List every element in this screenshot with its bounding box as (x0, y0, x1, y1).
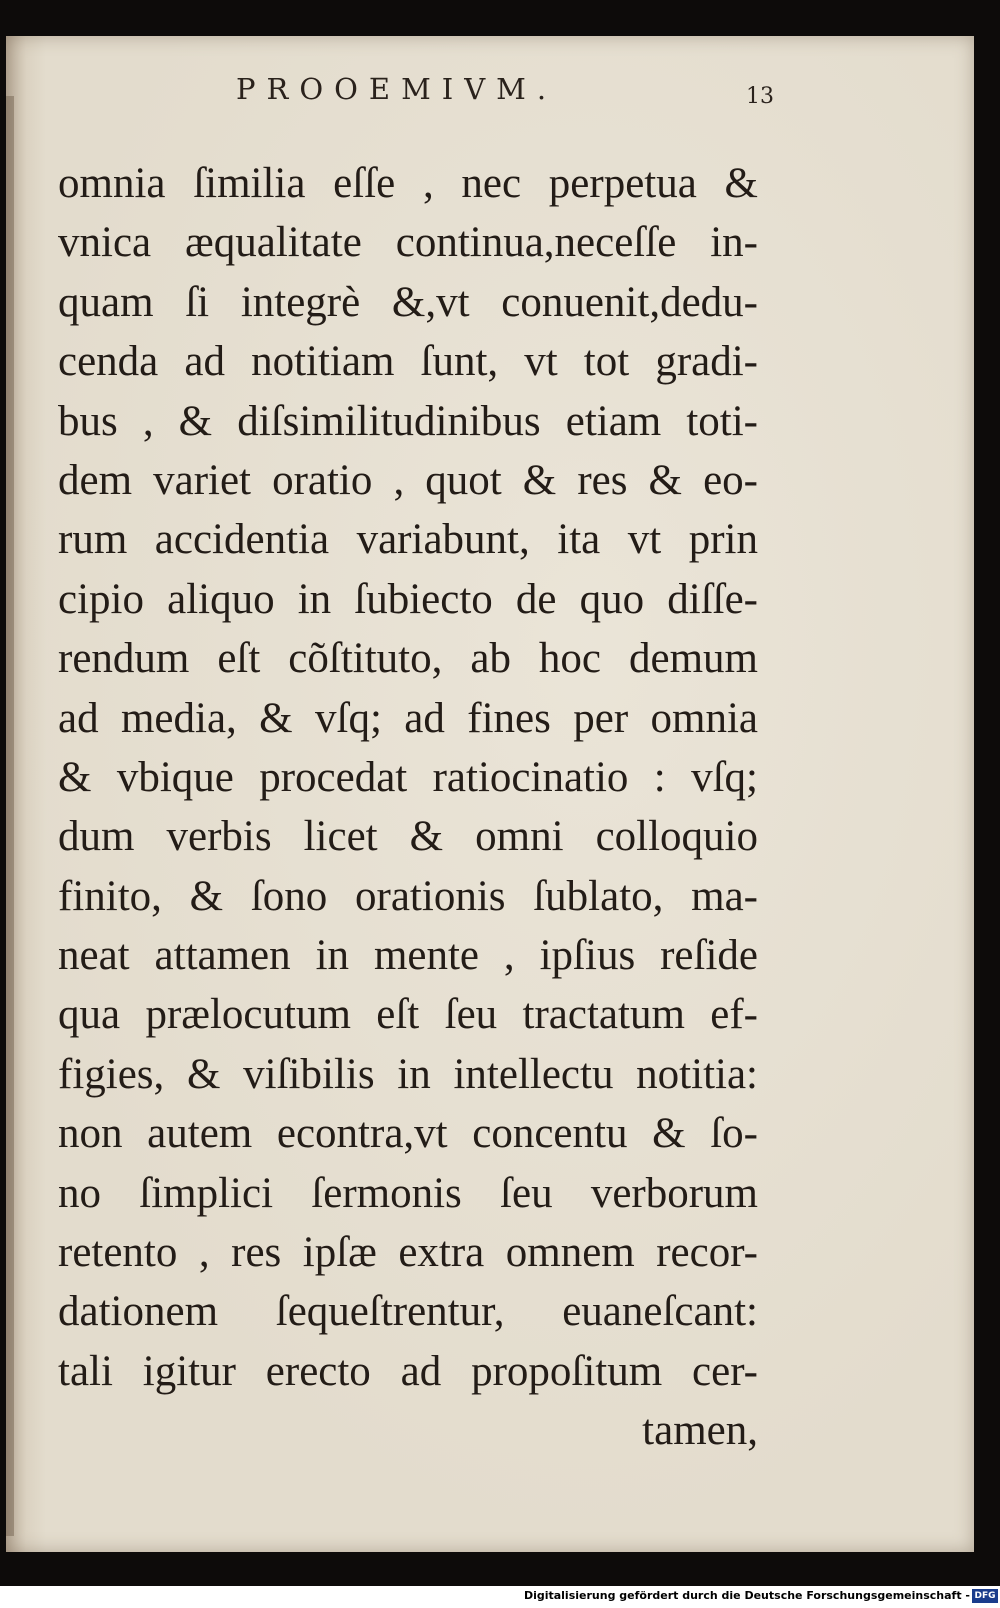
text-line: no ſimplici ſermonis ſeu verborum (58, 1169, 758, 1217)
text-line: omnia ſimilia eſſe , nec perpetua & (58, 160, 758, 207)
dfg-logo-icon: DFG (972, 1589, 998, 1603)
text-line: quam ſi integrè &,vt conuenit,dedu- (58, 278, 758, 326)
book-page (6, 36, 974, 1552)
text-line: & vbique procedat ratiocinatio : vſq; (58, 753, 758, 801)
body-text (58, 154, 758, 1461)
running-head: PROOEMIVM. (236, 72, 558, 106)
text-line: cipio aliquo in ſubiecto de quo diſſe- (58, 575, 758, 623)
text-line: bus , & diſsimilitudinibus etiam toti- (58, 397, 758, 445)
text-line: figies, & viſibilis in intellectu notitia: (58, 1050, 758, 1098)
catchword-line: tamen, (642, 1407, 758, 1455)
text-line: vnica æqualitate continua,neceſſe in- (58, 219, 758, 267)
funding-credit: Digitalisierung gefördert durch die Deutsche Forschungsgemeinschaft - (523, 1589, 970, 1602)
text-line: retento , res ipſæ extra omnem recor- (58, 1229, 758, 1277)
digitization-footer (0, 1586, 1000, 1608)
text-line: dationem ſequeſtrentur, euaneſcant: (58, 1288, 758, 1336)
text-line: dem variet oratio , quot & res & eo- (58, 456, 758, 504)
text-line: non autem econtra,vt concentu & ſo- (58, 1110, 758, 1158)
text-line: rum accidentia variabunt, ita vt prin (58, 516, 758, 564)
text-line: cenda ad notitiam ſunt, vt tot gradi- (58, 338, 758, 386)
text-line: finito, & ſono orationis ſublato, ma- (58, 872, 758, 920)
text-line: qua prælocutum eſt ſeu tractatum ef- (58, 991, 758, 1039)
page-number: 13 (746, 84, 774, 109)
text-line: tali igitur erecto ad propoſitum cer- (58, 1347, 758, 1395)
text-line: ad media, & vſq; ad fines per omnia (58, 694, 758, 742)
page-gutter-shadow (6, 96, 14, 1536)
text-line: dum verbis licet & omni colloquio (58, 813, 758, 861)
text-line: rendum eſt cõſtituto, ab hoc demum (58, 635, 758, 683)
text-line: neat attamen in mente , ipſius reſide (58, 932, 758, 980)
